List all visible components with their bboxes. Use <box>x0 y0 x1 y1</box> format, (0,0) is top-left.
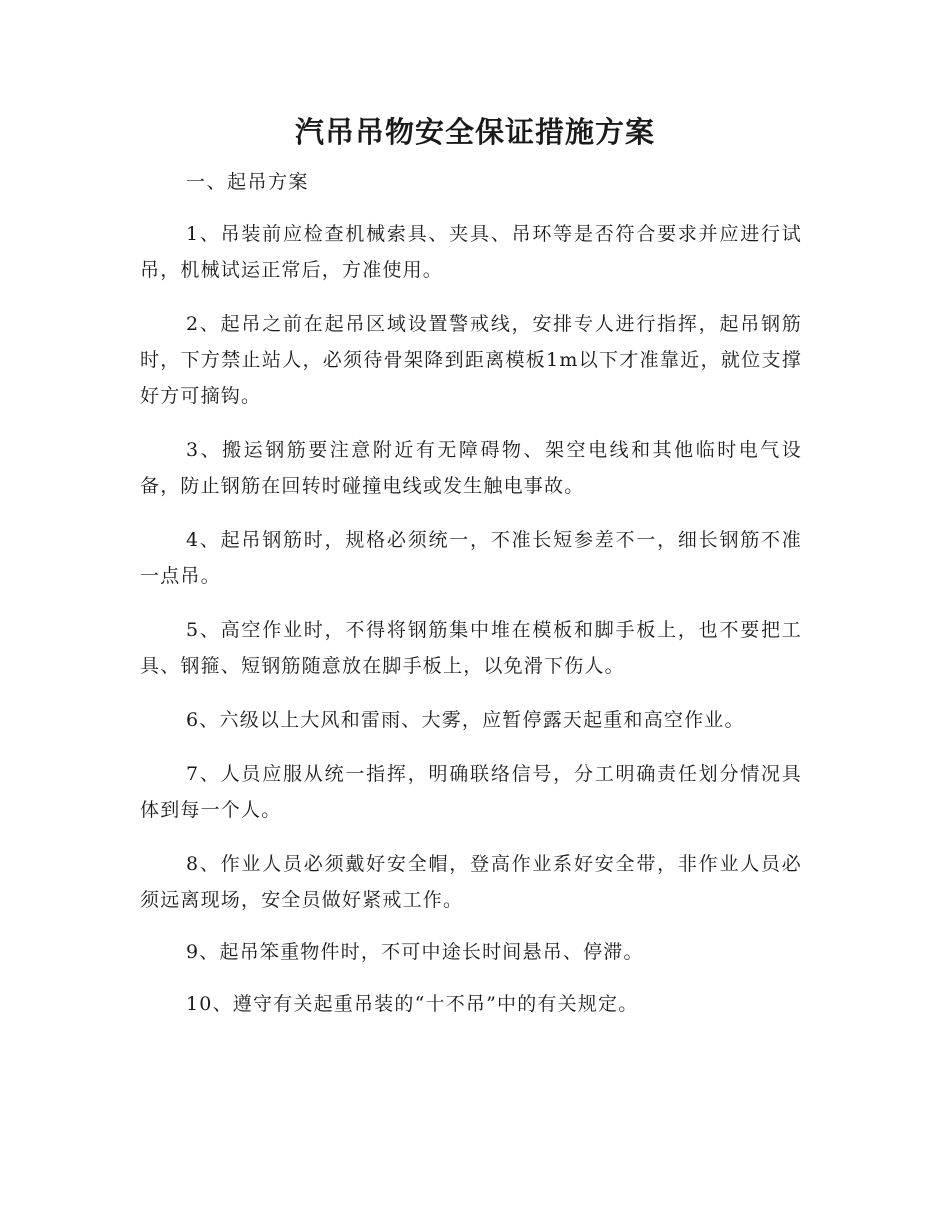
paragraph-1: 1、吊装前应检查机械索具、夹具、吊环等是否符合要求并应进行试吊，机械试运正常后，方准使用。 <box>140 223 802 281</box>
document-title: 汽吊吊物安全保证措施方案 <box>294 115 655 149</box>
paragraph-6: 6、六级以上大风和雷雨、大雾，应暂停露天起重和高空作业。 <box>186 709 745 731</box>
paragraph-7: 7、人员应服从统一指挥，明确联络信号，分工明确责任划分情况具体到每一个人。 <box>140 763 802 821</box>
paragraph-2: 2、起吊之前在起吊区域设置警戒线，安排专人进行指挥，起吊钢筋时，下方禁止站人，必须待骨架降到距离模板1m以下才准靠近，就位支撑好方可摘钩。 <box>140 313 802 407</box>
paragraph-9: 9、起吊笨重物件时，不可中途长时间悬吊、停滞。 <box>186 941 644 963</box>
paragraph-4: 4、起吊钢筋时，规格必须统一，不准长短参差不一，细长钢筋不准一点吊。 <box>140 529 802 587</box>
paragraph-3: 3、搬运钢筋要注意附近有无障碍物、架空电线和其他临时电气设备，防止钢筋在回转时碰撞电线或发生触电事故。 <box>140 439 802 497</box>
paragraph-8: 8、作业人员必须戴好安全帽，登高作业系好安全带，非作业人员必须远离现场，安全员做好紧戒工作。 <box>140 853 802 911</box>
paragraph-5: 5、高空作业时，不得将钢筋集中堆在模板和脚手板上，也不要把工具、钢箍、短钢筋随意放在脚手板上，以免滑下伤人。 <box>140 619 802 677</box>
paragraph-10: 10、遵守有关起重吊装的“十不吊”中的有关规定。 <box>186 993 639 1015</box>
section-heading: 一、起吊方案 <box>186 171 310 193</box>
